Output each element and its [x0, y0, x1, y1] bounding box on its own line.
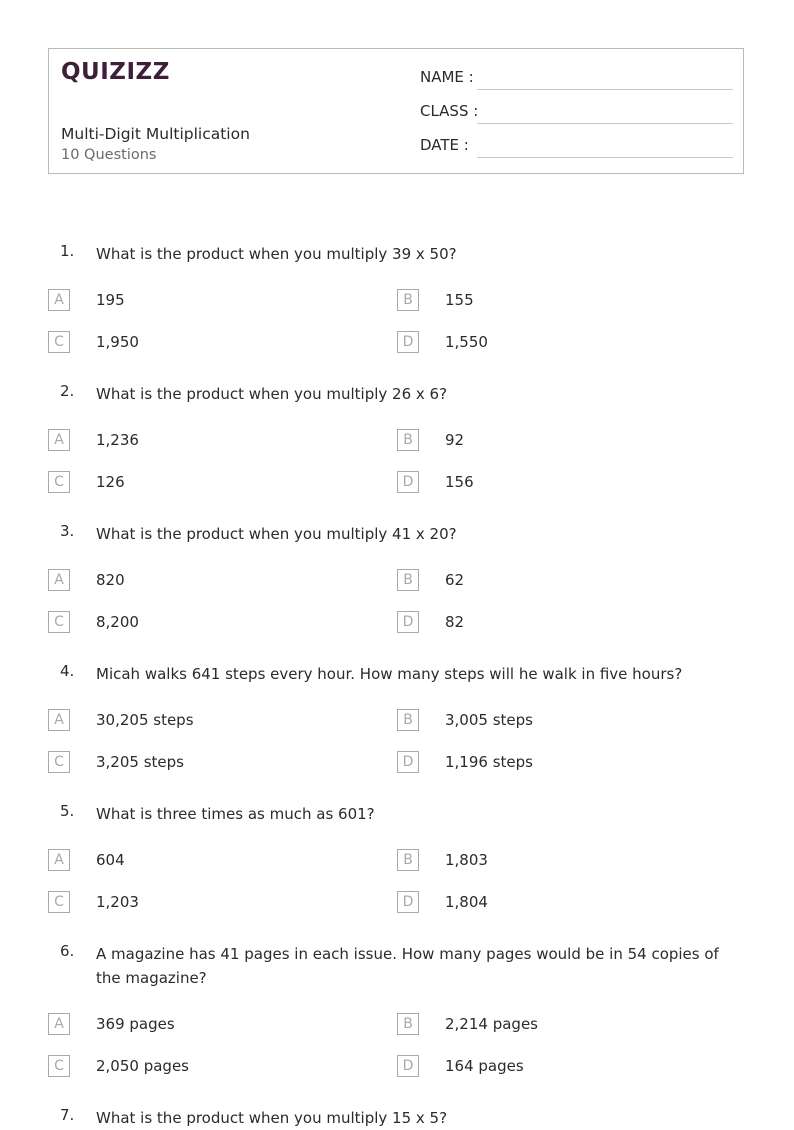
option-letter-box[interactable]: D [397, 751, 419, 773]
question-text: Micah walks 641 steps every hour. How many steps will he walk in five hours? [96, 665, 683, 683]
option-letter-box[interactable]: B [397, 709, 419, 731]
option-letter-box[interactable]: A [48, 289, 70, 311]
option-text: 126 [96, 473, 125, 491]
option-letter-box[interactable]: B [397, 429, 419, 451]
option-letter-box[interactable]: C [48, 471, 70, 493]
option-letter-box[interactable]: C [48, 891, 70, 913]
quizizz-logo: QUIZIZZ [61, 59, 170, 85]
question-number: 6. [60, 942, 75, 960]
option-letter-box[interactable]: B [397, 1013, 419, 1035]
date-line[interactable] [477, 157, 733, 158]
option-letter-box[interactable]: B [397, 569, 419, 591]
question-number: 2. [60, 382, 75, 400]
option-letter-box[interactable]: A [48, 429, 70, 451]
option-text: 156 [445, 473, 474, 491]
question-number: 3. [60, 522, 75, 540]
question-text: What is the product when you multiply 26 x 6? [96, 385, 448, 403]
question-number: 4. [60, 662, 75, 680]
question-text: What is the product when you multiply 15 x 5? [96, 1109, 448, 1127]
option-letter-box[interactable]: A [48, 709, 70, 731]
worksheet-header [48, 48, 744, 174]
option-letter-box[interactable]: C [48, 1055, 70, 1077]
option-letter-box[interactable]: A [48, 569, 70, 591]
option-text: 604 [96, 851, 125, 869]
question-number: 5. [60, 802, 75, 820]
option-letter-box[interactable]: C [48, 611, 70, 633]
question-text: What is the product when you multiply 41 x 20? [96, 525, 457, 543]
option-letter-box[interactable]: D [397, 331, 419, 353]
option-text: 155 [445, 291, 474, 309]
option-letter-box[interactable]: A [48, 849, 70, 871]
question-text: What is the product when you multiply 39 x 50? [96, 245, 457, 263]
option-text: 164 pages [445, 1057, 524, 1075]
question-number: 7. [60, 1106, 75, 1124]
option-letter-box[interactable]: D [397, 891, 419, 913]
option-text: 1,950 [96, 333, 139, 351]
question-text: A magazine has 41 pages in each issue. How many pages would be in 54 copies of the magazine? [96, 945, 719, 987]
option-text: 2,050 pages [96, 1057, 189, 1075]
worksheet-title: Multi-Digit Multiplication [61, 125, 250, 143]
option-text: 3,205 steps [96, 753, 184, 771]
option-letter-box[interactable]: B [397, 849, 419, 871]
question-number: 1. [60, 242, 75, 260]
option-text: 1,550 [445, 333, 488, 351]
option-letter-box[interactable]: B [397, 289, 419, 311]
option-text: 820 [96, 571, 125, 589]
question-count: 10 Questions [61, 147, 157, 163]
option-text: 1,203 [96, 893, 139, 911]
option-letter-box[interactable]: A [48, 1013, 70, 1035]
option-text: 82 [445, 613, 465, 631]
option-text: 3,005 steps [445, 711, 533, 729]
option-letter-box[interactable]: D [397, 1055, 419, 1077]
option-text: 1,196 steps [445, 753, 533, 771]
name-line[interactable] [477, 89, 733, 90]
option-text: 62 [445, 571, 465, 589]
option-letter-box[interactable]: D [397, 471, 419, 493]
option-letter-box[interactable]: C [48, 751, 70, 773]
option-text: 195 [96, 291, 125, 309]
option-text: 8,200 [96, 613, 139, 631]
option-text: 2,214 pages [445, 1015, 538, 1033]
class-line[interactable] [477, 123, 733, 124]
option-text: 30,205 steps [96, 711, 194, 729]
option-text: 1,803 [445, 851, 488, 869]
option-text: 92 [445, 431, 465, 449]
option-text: 369 pages [96, 1015, 175, 1033]
name-label: NAME : [420, 68, 474, 86]
date-label: DATE : [420, 136, 469, 154]
question-text: What is three times as much as 601? [96, 805, 375, 823]
option-letter-box[interactable]: D [397, 611, 419, 633]
option-text: 1,804 [445, 893, 488, 911]
class-label: CLASS : [420, 102, 479, 120]
option-text: 1,236 [96, 431, 139, 449]
option-letter-box[interactable]: C [48, 331, 70, 353]
